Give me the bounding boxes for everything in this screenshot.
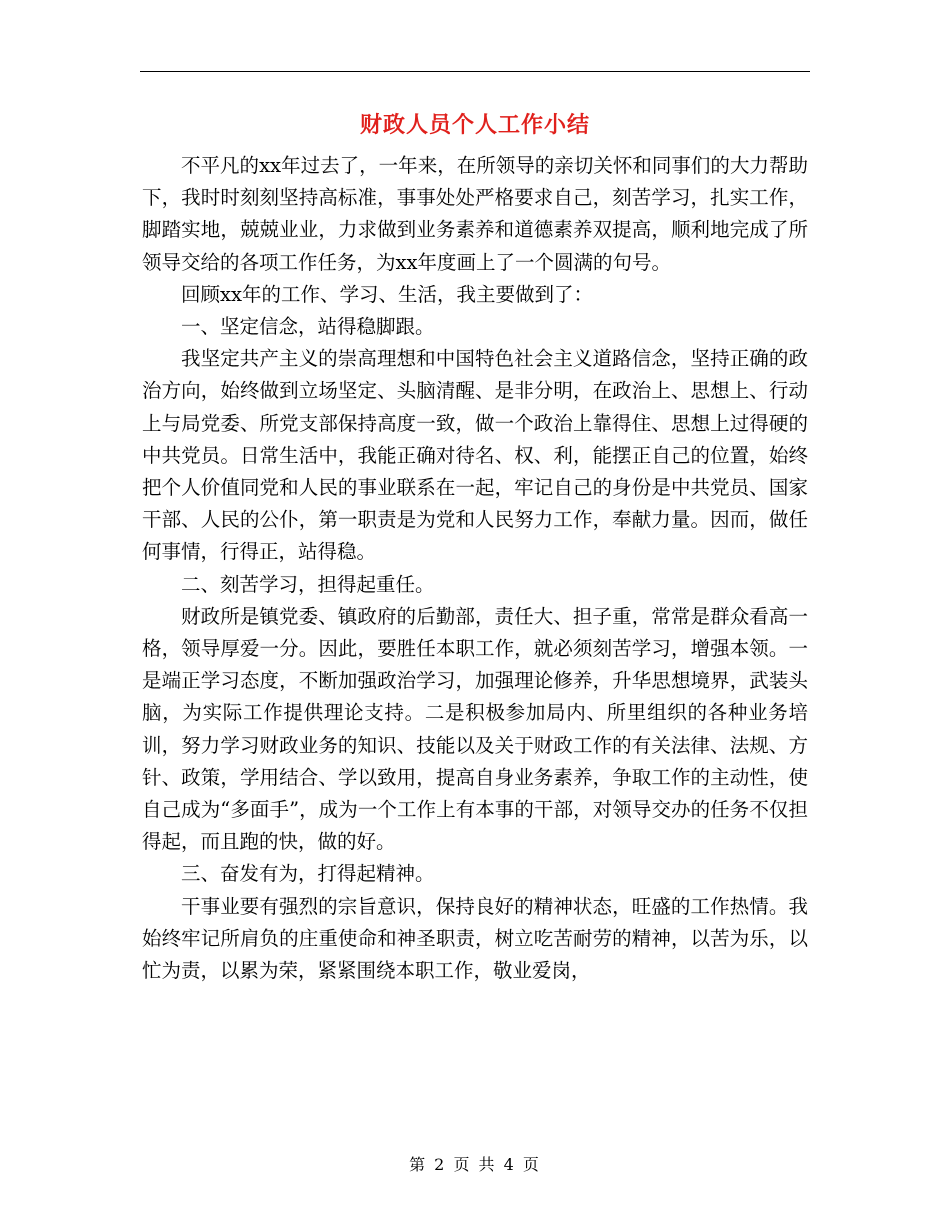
paragraph-section-3: 干事业要有强烈的宗旨意识，保持良好的精神状态，旺盛的工作热情。我始终牢记所肩负的庄重使命和神圣职责，树立吃苦耐劳的精神，以苦为乐，以忙为责，以累为荣，紧紧围绕本职工作，敬业爱岗， [142, 894, 808, 983]
section-heading-2: 二、刻苦学习，担得起重任。 [181, 572, 435, 596]
paragraph-section-2: 财政所是镇党委、镇政府的后勤部，责任大、担子重，常常是群众看高一格，领导厚爱一分。因此，要胜任本职工作，就必须刻苦学习，增强本领。一是端正学习态度，不断加强政治学习，加强理论修养，升华思想境界，武装头脑，为实际工作提供理论支持。二是积极参加局内、所里组织的各种业务培训，努力学习财政业务的知识、技能以及关于财政工作的有关法律、法规、方针、政策，学用结合、学以致用，提高自身业务素养，争取工作的主动性，使自己成为“多面手”，成为一个工作上有本事的干部，对领导交办的任务不仅担得起，而且跑的快，做的好。 [142, 604, 808, 854]
header-rule [140, 71, 810, 72]
section-heading-1: 一、坚定信念，站得稳脚跟。 [181, 315, 435, 339]
paragraph-review: 回顾xx年的工作、学习、生活，我主要做到了： [181, 282, 593, 306]
paragraph-intro: 不平凡的xx年过去了，一年来，在所领导的亲切关怀和同事们的大力帮助下，我时时刻刻坚持高标准，事事处处严格要求自己，刻苦学习，扎实工作，脚踏实地，兢兢业业，力求做到业务素养和道德素养双提高，顺利地完成了所领导交给的各项工作任务，为xx年度画上了一个圆满的句号。 [142, 154, 808, 274]
page-footer: 第 2 页 共 4 页 [409, 1155, 541, 1174]
paragraph-section-1: 我坚定共产主义的崇高理想和中国特色社会主义道路信念，坚持正确的政治方向，始终做到立场坚定、头脑清醒、是非分明，在政治上、思想上、行动上与局党委、所党支部保持高度一致，做一个政治上靠得住、思想上过得硬的中共党员。日常生活中，我能正确对待名、权、利，能摆正自己的位置，始终把个人价值同党和人民的事业联系在一起，牢记自己的身份是中共党员、国家干部、人民的公仆，第一职责是为党和人民努力工作，奉献力量。因而，做任何事情，行得正，站得稳。 [142, 347, 808, 564]
section-heading-3: 三、奋发有为，打得起精神。 [181, 862, 435, 886]
document-title: 财政人员个人工作小结 [359, 112, 590, 138]
document-body [142, 150, 808, 987]
